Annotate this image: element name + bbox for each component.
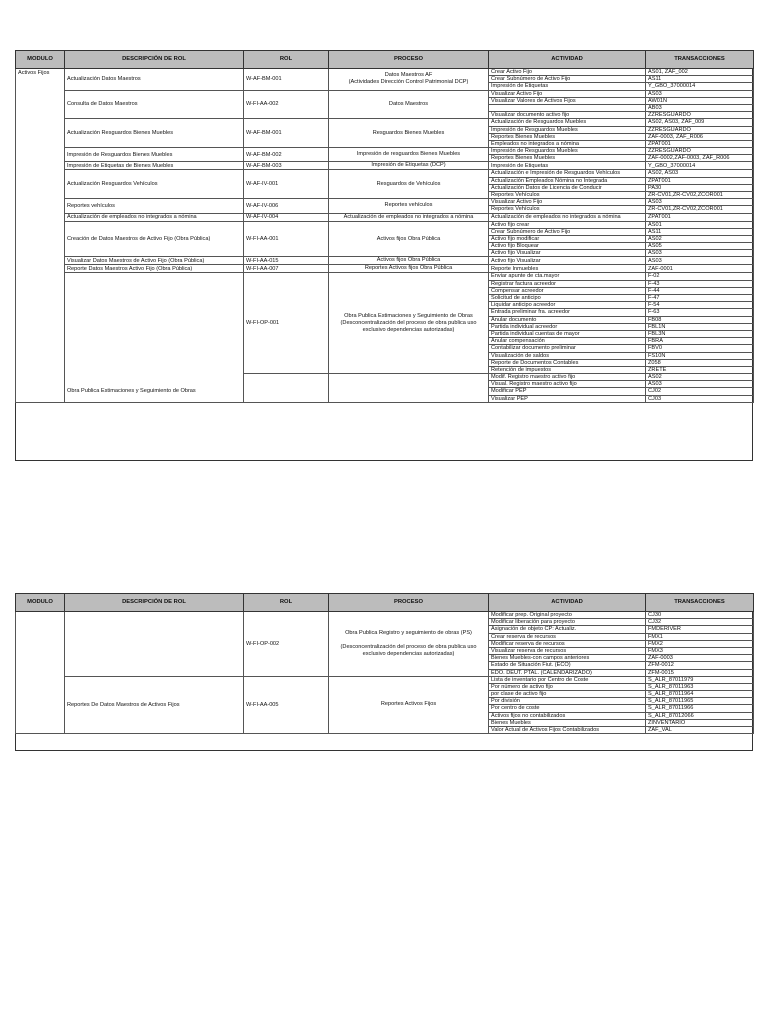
activity: Partida individual cuentas de mayor — [489, 330, 646, 337]
activity: Enviar apunte de cta.mayor — [489, 273, 646, 280]
table-row — [16, 257, 754, 265]
activity: Lista de inventario por Centro de Coste — [489, 676, 646, 683]
role-description: Reportes De Datos Maestros de Activos Fijos — [65, 676, 244, 734]
transaction-code: ZAF-0003 — [646, 655, 754, 662]
transaction-code: S_ALR_87011965 — [646, 698, 754, 705]
role-description: Actualización Datos Maestros — [65, 69, 244, 91]
activity: Valor Actual de Activos Fijos Contabilizados — [489, 727, 646, 734]
table-row — [16, 612, 754, 619]
modulo-cell — [16, 612, 65, 734]
transaction-code: CJ02 — [646, 388, 754, 395]
activity: Por centro de coste — [489, 705, 646, 712]
activity — [489, 104, 646, 111]
process-name: Reportes Activos Fijos — [329, 676, 489, 734]
activity: Entrada preliminar fra. acreedor — [489, 309, 646, 316]
roles-table-2 — [15, 593, 754, 734]
transaction-code: CJ30 — [646, 612, 754, 619]
activity: Bienes Muebles — [489, 719, 646, 726]
activity: Impresión de Resguardos Muebles — [489, 148, 646, 155]
transaction-code: FMX2 — [646, 640, 754, 647]
table-row — [16, 221, 754, 228]
transaction-code: ZAF-0001 — [646, 265, 754, 273]
activity: Impresión de Resguardos Muebles — [489, 126, 646, 133]
activity: Anular compensación — [489, 338, 646, 345]
activity: Reportes Vehículos — [489, 191, 646, 198]
role-description: Creación de Datos Maestros de Activo Fijo (Obra Pública) — [65, 221, 244, 257]
transaction-code: AS02, AS03 — [646, 170, 754, 177]
table-row — [16, 265, 754, 273]
transaction-code: ZPAT001 — [646, 213, 754, 221]
transaction-code: AS11 — [646, 76, 754, 83]
header-transacciones: TRANSACCIONES — [646, 594, 754, 612]
process-name-empty — [329, 374, 489, 403]
transaction-code: AS03 — [646, 250, 754, 257]
transaction-code: S_ALR_87011964 — [646, 691, 754, 698]
process-name: Obra Publica Registro y seguimiento de obras (PS) (Desconcentralización del proceso de obra publica uso exclusivo dependencias autorizadas) — [329, 612, 489, 677]
activity: Reporte Inmuebles — [489, 265, 646, 273]
table-row — [16, 119, 754, 126]
activity: Visualizar Valores de Activos Fijos — [489, 97, 646, 104]
transaction-code: CJ32 — [646, 619, 754, 626]
activity: EDO. DEUT. PTAL. (CALENDARIZADO) — [489, 669, 646, 676]
process-name: Actualización de empleados no integrados a nómina — [329, 213, 489, 221]
role-description: Actualización Resguardos Bienes Muebles — [65, 119, 244, 148]
transaction-code: F-63 — [646, 309, 754, 316]
activity: Activos fijos no contabilizados — [489, 712, 646, 719]
transaction-code: ZINVENTARIO — [646, 719, 754, 726]
activity: Modificar PEP — [489, 388, 646, 395]
activity: Por número de activo fijo — [489, 683, 646, 690]
activity: Reporte de Documentos Contables — [489, 359, 646, 366]
header-actividad: ACTIVIDAD — [489, 51, 646, 69]
transaction-code: S_ALR_87011966 — [646, 705, 754, 712]
transaction-code: S_ALR_87011979 — [646, 676, 754, 683]
role-code: W-AF-IV-006 — [244, 199, 329, 213]
table-row — [16, 90, 754, 97]
activity: Asignación de objeto CP: Actualiz. — [489, 626, 646, 633]
activity: Modif. Registro maestro activo fijo — [489, 374, 646, 381]
role-code: W-FI-OP-001 — [244, 273, 329, 374]
transaction-code: AS03 — [646, 90, 754, 97]
role-code: W-AF-BM-002 — [244, 148, 329, 162]
header-proceso: PROCESO — [329, 594, 489, 612]
process-name: Obra Publica Estimaciones y Seguimiento de Obras (Desconcentralización del proceso de obra publica uso exclusivo dependencias autorizadas) — [329, 273, 489, 374]
transaction-code: S_ALR_87012066 — [646, 712, 754, 719]
activity: Reportes Vehículos — [489, 206, 646, 213]
activity: Compensar acreedor — [489, 287, 646, 294]
process-name: Impresión de Etiquetas (DCP) — [329, 162, 489, 170]
transaction-code: ZZRESGUARDO — [646, 126, 754, 133]
activity: Visualizar Activo Fijo — [489, 90, 646, 97]
transaction-code: AS05 — [646, 243, 754, 250]
transaction-code: ZAF-0003, ZAF_R006 — [646, 133, 754, 140]
role-description: Impresión de Etiquetas de Bienes Muebles — [65, 162, 244, 170]
role-description: Obra Publica Estimaciones y Seguimiento de Obras — [65, 273, 244, 402]
table-header-row — [16, 594, 754, 612]
activity: Solicitud de anticipo — [489, 295, 646, 302]
activity: Contabilizar documento preliminar — [489, 345, 646, 352]
table-row — [16, 213, 754, 221]
header-rol: ROL — [244, 51, 329, 69]
activity: Impresión de Etiquetas — [489, 83, 646, 90]
activity: Actualización Datos de Licencia de Conducir — [489, 184, 646, 191]
transaction-code: F-54 — [646, 302, 754, 309]
process-name: Resguardos Bienes Muebles — [329, 119, 489, 148]
activity: Visualizar reserva de recursos — [489, 647, 646, 654]
activity: Activo fijo Visualizar — [489, 250, 646, 257]
process-name: Reportes vehículos — [329, 199, 489, 213]
header-actividad: ACTIVIDAD — [489, 594, 646, 612]
role-code: W-AF-IV-004 — [244, 213, 329, 221]
process-name: Activos fijos Obra Pública — [329, 221, 489, 257]
transaction-code: FMX1 — [646, 633, 754, 640]
role-description: Consulta de Datos Maestros — [65, 90, 244, 119]
transaction-code: CJ03 — [646, 395, 754, 402]
activity: Crear Activo Fijo — [489, 69, 646, 76]
activity: Activo fijo Visualizar — [489, 257, 646, 265]
activity: Liquidar anticipo acreedor — [489, 302, 646, 309]
transaction-code: AW01N — [646, 97, 754, 104]
transaction-code: AS01 — [646, 221, 754, 228]
transaction-code: ZZRESGUARDO — [646, 148, 754, 155]
header-descripcion: DESCRIPCIÓN DE ROL — [65, 51, 244, 69]
transaction-code: ZFM-0012 — [646, 662, 754, 669]
transaction-code: AS11 — [646, 228, 754, 235]
activity: Visualizar PEP — [489, 395, 646, 402]
activity: Visualizar documento activo fijo — [489, 112, 646, 119]
activity: Partida individual acreedor — [489, 323, 646, 330]
process-name: Activos fijos Obra Pública — [329, 257, 489, 265]
table-row — [16, 676, 754, 683]
header-transacciones: TRANSACCIONES — [646, 51, 754, 69]
transaction-code: FMDERIVER — [646, 626, 754, 633]
modulo-cell: Activos Fijos — [16, 69, 65, 403]
activity: Reportes Bienes Muebles — [489, 133, 646, 140]
table-row — [16, 273, 754, 280]
transaction-code: AS01, ZAF_002 — [646, 69, 754, 76]
role-description: Impresión de Resguardos Bienes Muebles — [65, 148, 244, 162]
transaction-code: AS03 — [646, 199, 754, 206]
role-code: W-FI-AA-001 — [244, 221, 329, 257]
transaction-code: Z058 — [646, 359, 754, 366]
table-row — [16, 69, 754, 76]
header-rol: ROL — [244, 594, 329, 612]
transaction-code: ZAF_VAL — [646, 727, 754, 734]
activity: por clase de activo fijo — [489, 691, 646, 698]
transaction-code: FBL1N — [646, 323, 754, 330]
transaction-code: F-44 — [646, 287, 754, 294]
activity: Visualizar Activo Fijo — [489, 199, 646, 206]
role-code-empty — [244, 374, 329, 403]
transaction-code: FBL3N — [646, 330, 754, 337]
transaction-code: F-02 — [646, 273, 754, 280]
transaction-code: FBRA — [646, 338, 754, 345]
activity: Bienes Muebles-con campos anteriores — [489, 655, 646, 662]
role-code: W-AF-BM-001 — [244, 69, 329, 91]
activity: Empleados no integrados a nómina — [489, 140, 646, 147]
activity: Retención de impuestos — [489, 366, 646, 373]
activity: Modificar liberación para proyecto — [489, 619, 646, 626]
activity: Activo fijo modificar — [489, 235, 646, 242]
table-row — [16, 148, 754, 155]
activity: Crear Subnúmero de Activo Fijo — [489, 228, 646, 235]
table-header-row — [16, 51, 754, 69]
transaction-code: ZR-CV01,ZR-CV02,ZCOR001 — [646, 206, 754, 213]
role-code: W-AF-BM-003 — [244, 162, 329, 170]
transaction-code: F-47 — [646, 295, 754, 302]
transaction-code: ZAF-0002,ZAF-0003, ZAF_R006 — [646, 155, 754, 162]
activity: Actualización Empleados Nómina no Integrada — [489, 177, 646, 184]
activity: Reportes Bienes Muebles — [489, 155, 646, 162]
activity: Estado de Situación Fiut. (ECO) — [489, 662, 646, 669]
role-description: Actualización de empleados no integrados a nómina — [65, 213, 244, 221]
transaction-code: S_ALR_87011963 — [646, 683, 754, 690]
transaction-code: Y_GBO_37000014 — [646, 83, 754, 90]
role-code: W-AF-BM-001 — [244, 119, 329, 148]
transaction-code: ZFM-0015 — [646, 669, 754, 676]
activity: Activo fijo crear — [489, 221, 646, 228]
activity: Modificar prep. Original proyecto — [489, 612, 646, 619]
activity: Actualización de empleados no integrados a nómina — [489, 213, 646, 221]
transaction-code: AS03 — [646, 381, 754, 388]
activity: Actualización de Resguardos Muebles — [489, 119, 646, 126]
activity: Modificar reserva de recursos — [489, 640, 646, 647]
activity: Crear Subnúmero de Activo Fijo — [489, 76, 646, 83]
transaction-code: FMX3 — [646, 647, 754, 654]
transaction-code: ZR-CV01,ZR-CV02,ZCOR001 — [646, 191, 754, 198]
transaction-code: AB03 — [646, 104, 754, 111]
transaction-code: FB08 — [646, 316, 754, 323]
process-name: Datos Maestros — [329, 90, 489, 119]
activity: Anular documento — [489, 316, 646, 323]
activity: Visual. Registro maestro activo fijo — [489, 381, 646, 388]
activity: Crear reserva de recursos — [489, 633, 646, 640]
transaction-code: AS02 — [646, 374, 754, 381]
table-row — [16, 162, 754, 170]
transaction-code: AS02, AS03, ZAF_009 — [646, 119, 754, 126]
activity: Impresión de Etiquetas — [489, 162, 646, 170]
role-description: Visualizar Datos Maestros de Activo Fijo (Obra Pública) — [65, 257, 244, 265]
transaction-code: Y_GBO_37000014 — [646, 162, 754, 170]
activity: Por división — [489, 698, 646, 705]
header-modulo: MODULO — [16, 51, 65, 69]
transaction-code: ZZRESGUARDO — [646, 112, 754, 119]
role-code: W-FI-AA-002 — [244, 90, 329, 119]
header-descripcion: DESCRIPCIÓN DE ROL — [65, 594, 244, 612]
table-row — [16, 170, 754, 177]
role-description: Actualización Resguardos Vehículos — [65, 170, 244, 199]
transaction-code: FBV0 — [646, 345, 754, 352]
transaction-code: AS02 — [646, 235, 754, 242]
transaction-code: ZRETE — [646, 366, 754, 373]
role-description — [65, 612, 244, 677]
transaction-code: AS03 — [646, 257, 754, 265]
roles-table-1 — [15, 50, 754, 403]
process-name: Impresión de resguardos Bienes Muebles — [329, 148, 489, 162]
role-description: Reporte Datos Maestros Activo Fijo (Obra Pública) — [65, 265, 244, 273]
transaction-code: PA30 — [646, 184, 754, 191]
role-code: W-FI-AA-005 — [244, 676, 329, 734]
header-proceso: PROCESO — [329, 51, 489, 69]
process-name: Datos Maestros AF (Actividades Dirección Control Patrimonial DCP) — [329, 69, 489, 91]
header-modulo: MODULO — [16, 594, 65, 612]
table-row — [16, 199, 754, 206]
process-name: Resguardos de Vehículos — [329, 170, 489, 199]
role-code: W-FI-AA-015 — [244, 257, 329, 265]
transaction-code: FS10N — [646, 352, 754, 359]
transaction-code: ZPAT001 — [646, 140, 754, 147]
role-code: W-AF-IV-001 — [244, 170, 329, 199]
activity: Activo fijo Bloquear — [489, 243, 646, 250]
role-code: W-FI-AA-007 — [244, 265, 329, 273]
process-name: Reportes Activos fijos Obra Pública — [329, 265, 489, 273]
activity: Registrar factura acreedor — [489, 280, 646, 287]
role-code: W-FI-OP-002 — [244, 612, 329, 677]
transaction-code: ZPAT001 — [646, 177, 754, 184]
activity: Visualización de saldos — [489, 352, 646, 359]
transaction-code: F-43 — [646, 280, 754, 287]
role-description: Reportes vehículos — [65, 199, 244, 213]
activity: Actualización e Impresión de Resguardos Vehículos — [489, 170, 646, 177]
